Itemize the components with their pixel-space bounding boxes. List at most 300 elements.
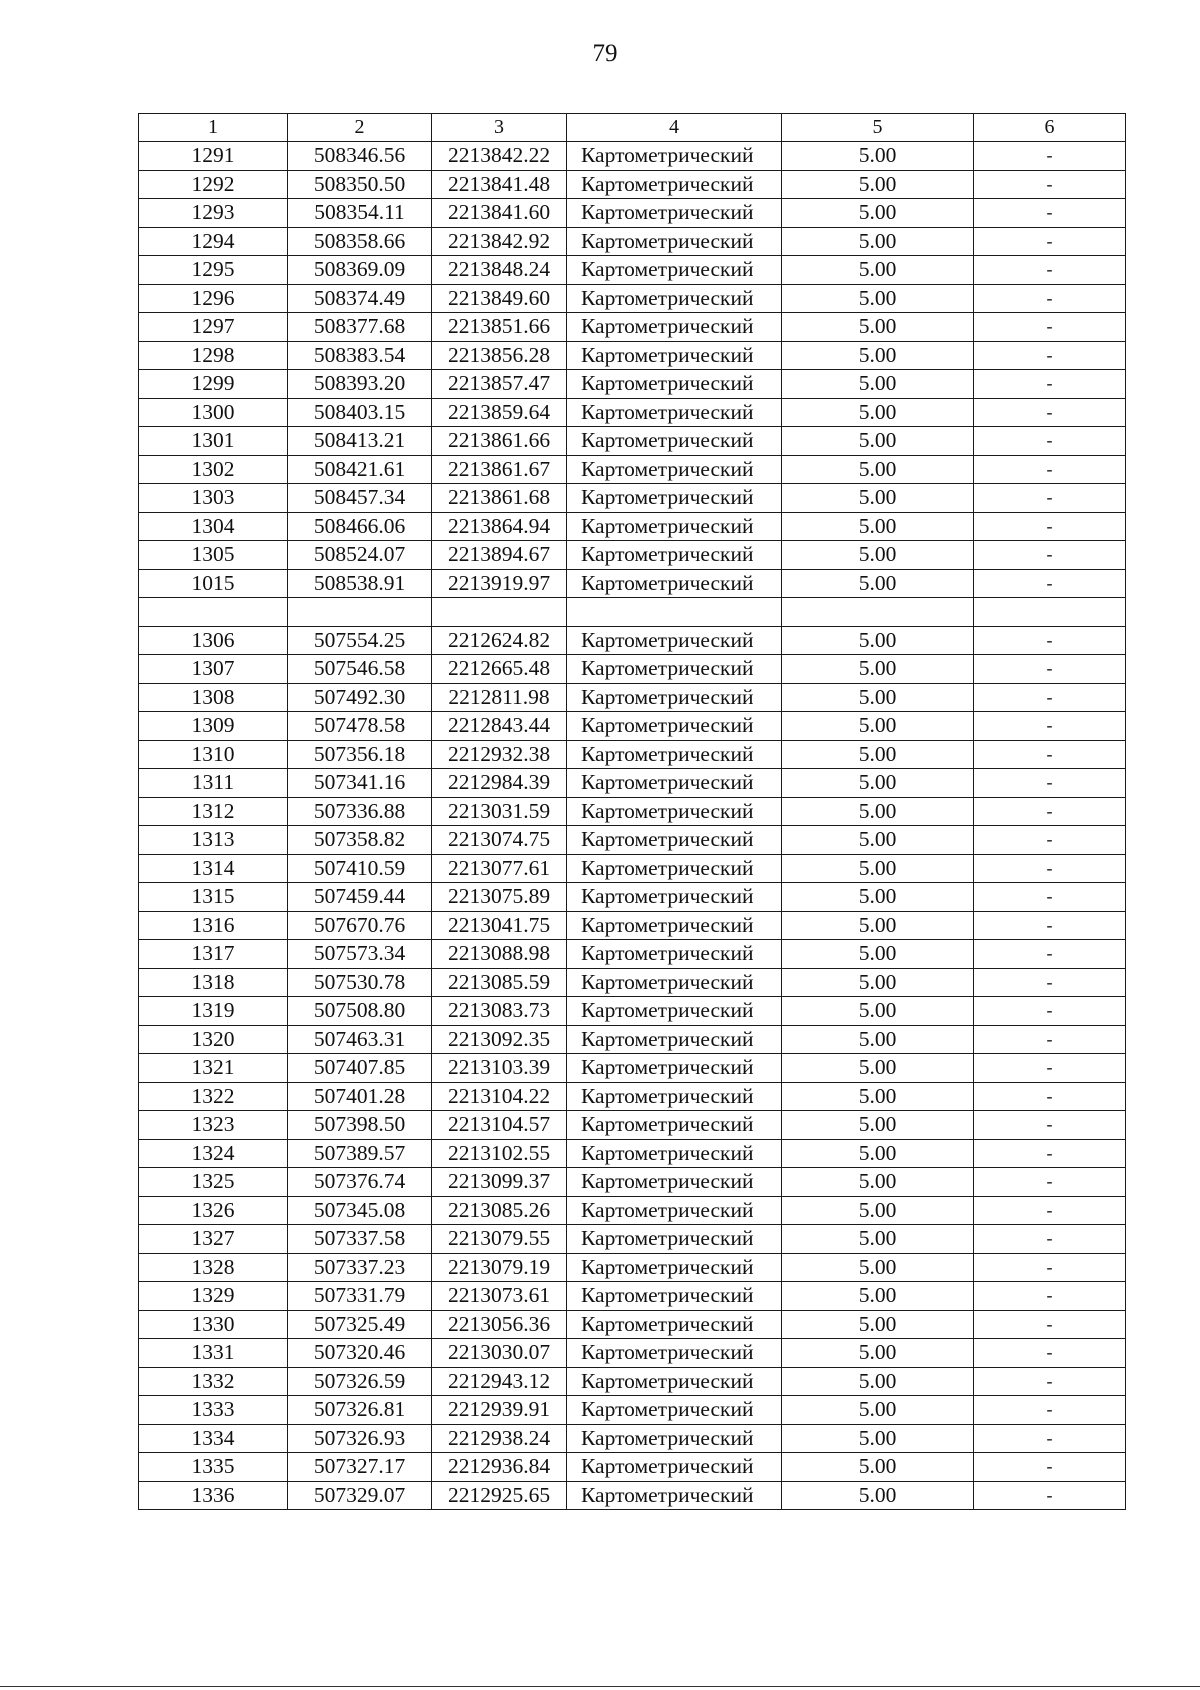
note-cell: - — [974, 313, 1126, 342]
column-header-4: 4 — [567, 114, 782, 142]
table-row — [139, 256, 1126, 285]
table-row — [139, 341, 1126, 370]
point-number-cell: 1307 — [139, 655, 288, 684]
point-number-cell: 1310 — [139, 740, 288, 769]
x-coordinate-cell: 507398.50 — [288, 1111, 432, 1140]
point-number-cell: 1323 — [139, 1111, 288, 1140]
accuracy-cell: 5.00 — [782, 1025, 974, 1054]
note-cell: - — [974, 1111, 1126, 1140]
method-cell: Картометрический — [567, 227, 782, 256]
method-cell: Картометрический — [567, 398, 782, 427]
x-coordinate-cell: 508354.11 — [288, 199, 432, 228]
point-number-cell: 1328 — [139, 1253, 288, 1282]
table-row — [139, 512, 1126, 541]
point-number-cell: 1330 — [139, 1310, 288, 1339]
method-cell: Картометрический — [567, 1424, 782, 1453]
note-cell: - — [974, 170, 1126, 199]
x-coordinate-cell: 507376.74 — [288, 1168, 432, 1197]
point-number-cell: 1327 — [139, 1225, 288, 1254]
note-cell: - — [974, 427, 1126, 456]
accuracy-cell: 5.00 — [782, 484, 974, 513]
y-coordinate-cell: 2213075.89 — [432, 883, 567, 912]
point-number-cell: 1320 — [139, 1025, 288, 1054]
x-coordinate-cell: 507331.79 — [288, 1282, 432, 1311]
note-cell: - — [974, 1225, 1126, 1254]
method-cell: Картометрический — [567, 370, 782, 399]
note-cell: - — [974, 1367, 1126, 1396]
accuracy-cell: 5.00 — [782, 1367, 974, 1396]
note-cell: - — [974, 1196, 1126, 1225]
x-coordinate-cell: 507410.59 — [288, 854, 432, 883]
table-row — [139, 1253, 1126, 1282]
accuracy-cell: 5.00 — [782, 626, 974, 655]
method-cell: Картометрический — [567, 1396, 782, 1425]
accuracy-cell: 5.00 — [782, 1396, 974, 1425]
x-coordinate-cell: 507463.31 — [288, 1025, 432, 1054]
accuracy-cell: 5.00 — [782, 826, 974, 855]
method-cell: Картометрический — [567, 940, 782, 969]
column-header-6: 6 — [974, 114, 1126, 142]
table-row — [139, 1282, 1126, 1311]
accuracy-cell: 5.00 — [782, 227, 974, 256]
table-row — [139, 313, 1126, 342]
table-row — [139, 1339, 1126, 1368]
point-number-cell: 1306 — [139, 626, 288, 655]
y-coordinate-cell: 2213848.24 — [432, 256, 567, 285]
point-number-cell: 1316 — [139, 911, 288, 940]
method-cell: Картометрический — [567, 1367, 782, 1396]
table-row — [139, 911, 1126, 940]
table-row — [139, 1025, 1126, 1054]
accuracy-cell: 5.00 — [782, 1139, 974, 1168]
y-coordinate-cell: 2212665.48 — [432, 655, 567, 684]
method-cell: Картометрический — [567, 427, 782, 456]
y-coordinate-cell: 2213085.59 — [432, 968, 567, 997]
method-cell: Картометрический — [567, 1111, 782, 1140]
accuracy-cell: 5.00 — [782, 313, 974, 342]
y-coordinate-cell: 2212936.84 — [432, 1453, 567, 1482]
note-cell: - — [974, 398, 1126, 427]
table-row — [139, 1196, 1126, 1225]
note-cell — [974, 598, 1126, 627]
point-number-cell: 1322 — [139, 1082, 288, 1111]
table-row — [139, 1168, 1126, 1197]
accuracy-cell: 5.00 — [782, 797, 974, 826]
y-coordinate-cell: 2213085.26 — [432, 1196, 567, 1225]
table-row — [139, 997, 1126, 1026]
method-cell: Картометрический — [567, 170, 782, 199]
note-cell: - — [974, 655, 1126, 684]
y-coordinate-cell: 2212984.39 — [432, 769, 567, 798]
y-coordinate-cell: 2213841.60 — [432, 199, 567, 228]
y-coordinate-cell: 2213104.57 — [432, 1111, 567, 1140]
table-header-row — [139, 114, 1126, 142]
note-cell: - — [974, 968, 1126, 997]
x-coordinate-cell: 508421.61 — [288, 455, 432, 484]
y-coordinate-cell: 2213104.22 — [432, 1082, 567, 1111]
y-coordinate-cell: 2213031.59 — [432, 797, 567, 826]
y-coordinate-cell: 2212811.98 — [432, 683, 567, 712]
note-cell: - — [974, 455, 1126, 484]
note-cell: - — [974, 370, 1126, 399]
method-cell: Картометрический — [567, 826, 782, 855]
coordinates-table — [138, 113, 1126, 1510]
method-cell: Картометрический — [567, 655, 782, 684]
point-number-cell: 1304 — [139, 512, 288, 541]
table-row — [139, 598, 1126, 627]
y-coordinate-cell: 2213842.92 — [432, 227, 567, 256]
method-cell: Картометрический — [567, 854, 782, 883]
method-cell: Картометрический — [567, 1253, 782, 1282]
point-number-cell: 1319 — [139, 997, 288, 1026]
accuracy-cell: 5.00 — [782, 341, 974, 370]
method-cell: Картометрический — [567, 1453, 782, 1482]
y-coordinate-cell: 2213077.61 — [432, 854, 567, 883]
table-row — [139, 769, 1126, 798]
point-number-cell: 1300 — [139, 398, 288, 427]
y-coordinate-cell: 2213103.39 — [432, 1054, 567, 1083]
x-coordinate-cell: 508346.56 — [288, 142, 432, 171]
note-cell: - — [974, 883, 1126, 912]
accuracy-cell: 5.00 — [782, 1282, 974, 1311]
point-number-cell: 1335 — [139, 1453, 288, 1482]
point-number-cell: 1321 — [139, 1054, 288, 1083]
accuracy-cell: 5.00 — [782, 655, 974, 684]
method-cell: Картометрический — [567, 797, 782, 826]
y-coordinate-cell: 2213859.64 — [432, 398, 567, 427]
accuracy-cell: 5.00 — [782, 1310, 974, 1339]
point-number-cell: 1292 — [139, 170, 288, 199]
note-cell: - — [974, 284, 1126, 313]
accuracy-cell: 5.00 — [782, 940, 974, 969]
method-cell: Картометрический — [567, 911, 782, 940]
y-coordinate-cell: 2213074.75 — [432, 826, 567, 855]
column-header-5: 5 — [782, 114, 974, 142]
y-coordinate-cell: 2213894.67 — [432, 541, 567, 570]
x-coordinate-cell: 508413.21 — [288, 427, 432, 456]
note-cell: - — [974, 227, 1126, 256]
note-cell: - — [974, 911, 1126, 940]
y-coordinate-cell: 2213056.36 — [432, 1310, 567, 1339]
x-coordinate-cell: 507327.17 — [288, 1453, 432, 1482]
point-number-cell: 1326 — [139, 1196, 288, 1225]
x-coordinate-cell: 507554.25 — [288, 626, 432, 655]
y-coordinate-cell: 2213092.35 — [432, 1025, 567, 1054]
point-number-cell: 1303 — [139, 484, 288, 513]
point-number-cell: 1296 — [139, 284, 288, 313]
accuracy-cell: 5.00 — [782, 968, 974, 997]
y-coordinate-cell: 2213864.94 — [432, 512, 567, 541]
note-cell: - — [974, 1054, 1126, 1083]
table-row — [139, 541, 1126, 570]
table-row — [139, 1054, 1126, 1083]
point-number-cell: 1309 — [139, 712, 288, 741]
x-coordinate-cell: 507326.93 — [288, 1424, 432, 1453]
accuracy-cell: 5.00 — [782, 398, 974, 427]
method-cell: Картометрический — [567, 1168, 782, 1197]
y-coordinate-cell: 2213041.75 — [432, 911, 567, 940]
x-coordinate-cell: 507329.07 — [288, 1481, 432, 1510]
x-coordinate-cell: 507337.23 — [288, 1253, 432, 1282]
note-cell: - — [974, 1310, 1126, 1339]
method-cell: Картометрический — [567, 541, 782, 570]
note-cell: - — [974, 1339, 1126, 1368]
table-row — [139, 199, 1126, 228]
table-row — [139, 284, 1126, 313]
point-number-cell: 1015 — [139, 569, 288, 598]
note-cell: - — [974, 626, 1126, 655]
x-coordinate-cell: 508350.50 — [288, 170, 432, 199]
table-row — [139, 1396, 1126, 1425]
point-number-cell: 1295 — [139, 256, 288, 285]
x-coordinate-cell: 507508.80 — [288, 997, 432, 1026]
point-number-cell: 1312 — [139, 797, 288, 826]
table-row — [139, 1453, 1126, 1482]
note-cell: - — [974, 256, 1126, 285]
x-coordinate-cell: 507336.88 — [288, 797, 432, 826]
note-cell: - — [974, 484, 1126, 513]
x-coordinate-cell: 508383.54 — [288, 341, 432, 370]
accuracy-cell: 5.00 — [782, 1424, 974, 1453]
note-cell: - — [974, 940, 1126, 969]
accuracy-cell: 5.00 — [782, 170, 974, 199]
point-number-cell: 1313 — [139, 826, 288, 855]
method-cell: Картометрический — [567, 968, 782, 997]
method-cell: Картометрический — [567, 512, 782, 541]
table-row — [139, 227, 1126, 256]
table-body — [139, 142, 1126, 1510]
table-row — [139, 683, 1126, 712]
accuracy-cell: 5.00 — [782, 455, 974, 484]
y-coordinate-cell: 2212938.24 — [432, 1424, 567, 1453]
table-row — [139, 427, 1126, 456]
note-cell: - — [974, 712, 1126, 741]
x-coordinate-cell: 508358.66 — [288, 227, 432, 256]
table-row — [139, 1367, 1126, 1396]
table-row — [139, 142, 1126, 171]
y-coordinate-cell: 2213079.55 — [432, 1225, 567, 1254]
note-cell: - — [974, 854, 1126, 883]
x-coordinate-cell: 507459.44 — [288, 883, 432, 912]
x-coordinate-cell: 507326.81 — [288, 1396, 432, 1425]
accuracy-cell: 5.00 — [782, 740, 974, 769]
y-coordinate-cell: 2213856.28 — [432, 341, 567, 370]
table-row — [139, 455, 1126, 484]
point-number-cell: 1318 — [139, 968, 288, 997]
method-cell: Картометрический — [567, 569, 782, 598]
accuracy-cell: 5.00 — [782, 997, 974, 1026]
y-coordinate-cell: 2213030.07 — [432, 1339, 567, 1368]
y-coordinate-cell: 2213851.66 — [432, 313, 567, 342]
accuracy-cell: 5.00 — [782, 142, 974, 171]
column-header-1: 1 — [139, 114, 288, 142]
method-cell: Картометрический — [567, 484, 782, 513]
accuracy-cell: 5.00 — [782, 1111, 974, 1140]
note-cell: - — [974, 1168, 1126, 1197]
point-number-cell: 1325 — [139, 1168, 288, 1197]
method-cell: Картометрический — [567, 199, 782, 228]
note-cell: - — [974, 512, 1126, 541]
note-cell: - — [974, 142, 1126, 171]
x-coordinate-cell: 507326.59 — [288, 1367, 432, 1396]
x-coordinate-cell: 508393.20 — [288, 370, 432, 399]
accuracy-cell: 5.00 — [782, 854, 974, 883]
table-row — [139, 883, 1126, 912]
y-coordinate-cell: 2213102.55 — [432, 1139, 567, 1168]
accuracy-cell: 5.00 — [782, 911, 974, 940]
point-number-cell: 1305 — [139, 541, 288, 570]
point-number-cell: 1291 — [139, 142, 288, 171]
point-number-cell: 1334 — [139, 1424, 288, 1453]
table-row — [139, 170, 1126, 199]
accuracy-cell: 5.00 — [782, 712, 974, 741]
note-cell: - — [974, 826, 1126, 855]
x-coordinate-cell: 507356.18 — [288, 740, 432, 769]
accuracy-cell: 5.00 — [782, 1481, 974, 1510]
y-coordinate-cell: 2213861.67 — [432, 455, 567, 484]
accuracy-cell: 5.00 — [782, 569, 974, 598]
table-row — [139, 370, 1126, 399]
accuracy-cell: 5.00 — [782, 427, 974, 456]
point-number-cell: 1308 — [139, 683, 288, 712]
note-cell: - — [974, 1082, 1126, 1111]
table-row — [139, 655, 1126, 684]
table-row — [139, 740, 1126, 769]
bottom-rule — [0, 1686, 1200, 1687]
x-coordinate-cell: 507389.57 — [288, 1139, 432, 1168]
accuracy-cell: 5.00 — [782, 1225, 974, 1254]
accuracy-cell: 5.00 — [782, 769, 974, 798]
method-cell: Картометрический — [567, 455, 782, 484]
point-number-cell: 1301 — [139, 427, 288, 456]
point-number-cell: 1331 — [139, 1339, 288, 1368]
table-row — [139, 1310, 1126, 1339]
y-coordinate-cell: 2213919.97 — [432, 569, 567, 598]
y-coordinate-cell: 2213861.68 — [432, 484, 567, 513]
accuracy-cell: 5.00 — [782, 199, 974, 228]
method-cell: Картометрический — [567, 1310, 782, 1339]
accuracy-cell: 5.00 — [782, 883, 974, 912]
note-cell: - — [974, 1253, 1126, 1282]
y-coordinate-cell: 2213841.48 — [432, 170, 567, 199]
method-cell: Картометрический — [567, 626, 782, 655]
point-number-cell: 1298 — [139, 341, 288, 370]
method-cell: Картометрический — [567, 769, 782, 798]
y-coordinate-cell: 2213079.19 — [432, 1253, 567, 1282]
accuracy-cell: 5.00 — [782, 512, 974, 541]
method-cell: Картометрический — [567, 1481, 782, 1510]
table-row — [139, 968, 1126, 997]
table-row — [139, 569, 1126, 598]
accuracy-cell: 5.00 — [782, 1054, 974, 1083]
y-coordinate-cell: 2212943.12 — [432, 1367, 567, 1396]
x-coordinate-cell: 507530.78 — [288, 968, 432, 997]
method-cell: Картометрический — [567, 1225, 782, 1254]
x-coordinate-cell: 507337.58 — [288, 1225, 432, 1254]
y-coordinate-cell: 2212932.38 — [432, 740, 567, 769]
x-coordinate-cell: 508377.68 — [288, 313, 432, 342]
accuracy-cell: 5.00 — [782, 256, 974, 285]
note-cell: - — [974, 997, 1126, 1026]
x-coordinate-cell: 507546.58 — [288, 655, 432, 684]
table-row — [139, 1424, 1126, 1453]
x-coordinate-cell: 508466.06 — [288, 512, 432, 541]
note-cell: - — [974, 769, 1126, 798]
point-number-cell: 1299 — [139, 370, 288, 399]
accuracy-cell: 5.00 — [782, 370, 974, 399]
table-row — [139, 712, 1126, 741]
point-number-cell: 1302 — [139, 455, 288, 484]
point-number-cell: 1324 — [139, 1139, 288, 1168]
accuracy-cell: 5.00 — [782, 1082, 974, 1111]
accuracy-cell: 5.00 — [782, 284, 974, 313]
table-row — [139, 1139, 1126, 1168]
note-cell: - — [974, 341, 1126, 370]
x-coordinate-cell: 507492.30 — [288, 683, 432, 712]
note-cell: - — [974, 1396, 1126, 1425]
table-row — [139, 626, 1126, 655]
y-coordinate-cell — [432, 598, 567, 627]
y-coordinate-cell: 2212939.91 — [432, 1396, 567, 1425]
table-row — [139, 1111, 1126, 1140]
x-coordinate-cell: 507341.16 — [288, 769, 432, 798]
x-coordinate-cell: 507573.34 — [288, 940, 432, 969]
x-coordinate-cell: 507320.46 — [288, 1339, 432, 1368]
method-cell: Картометрический — [567, 1082, 782, 1111]
point-number-cell: 1315 — [139, 883, 288, 912]
point-number-cell: 1333 — [139, 1396, 288, 1425]
method-cell: Картометрический — [567, 284, 782, 313]
point-number-cell: 1336 — [139, 1481, 288, 1510]
table-row — [139, 484, 1126, 513]
x-coordinate-cell: 507325.49 — [288, 1310, 432, 1339]
y-coordinate-cell: 2213073.61 — [432, 1282, 567, 1311]
method-cell: Картометрический — [567, 712, 782, 741]
y-coordinate-cell: 2213849.60 — [432, 284, 567, 313]
column-header-2: 2 — [288, 114, 432, 142]
method-cell: Картометрический — [567, 1139, 782, 1168]
x-coordinate-cell: 508403.15 — [288, 398, 432, 427]
x-coordinate-cell — [288, 598, 432, 627]
note-cell: - — [974, 1139, 1126, 1168]
method-cell: Картометрический — [567, 313, 782, 342]
y-coordinate-cell: 2212925.65 — [432, 1481, 567, 1510]
note-cell: - — [974, 683, 1126, 712]
accuracy-cell: 5.00 — [782, 683, 974, 712]
method-cell: Картометрический — [567, 997, 782, 1026]
note-cell: - — [974, 1282, 1126, 1311]
table-row — [139, 1082, 1126, 1111]
method-cell: Картометрический — [567, 1196, 782, 1225]
point-number-cell — [139, 598, 288, 627]
method-cell: Картометрический — [567, 883, 782, 912]
accuracy-cell: 5.00 — [782, 1453, 974, 1482]
table-row — [139, 797, 1126, 826]
table-row — [139, 1225, 1126, 1254]
x-coordinate-cell: 507478.58 — [288, 712, 432, 741]
x-coordinate-cell: 508457.34 — [288, 484, 432, 513]
note-cell: - — [974, 569, 1126, 598]
y-coordinate-cell: 2213083.73 — [432, 997, 567, 1026]
point-number-cell: 1297 — [139, 313, 288, 342]
note-cell: - — [974, 740, 1126, 769]
y-coordinate-cell: 2212624.82 — [432, 626, 567, 655]
note-cell: - — [974, 1481, 1126, 1510]
x-coordinate-cell: 507407.85 — [288, 1054, 432, 1083]
accuracy-cell — [782, 598, 974, 627]
x-coordinate-cell: 508538.91 — [288, 569, 432, 598]
accuracy-cell: 5.00 — [782, 1168, 974, 1197]
